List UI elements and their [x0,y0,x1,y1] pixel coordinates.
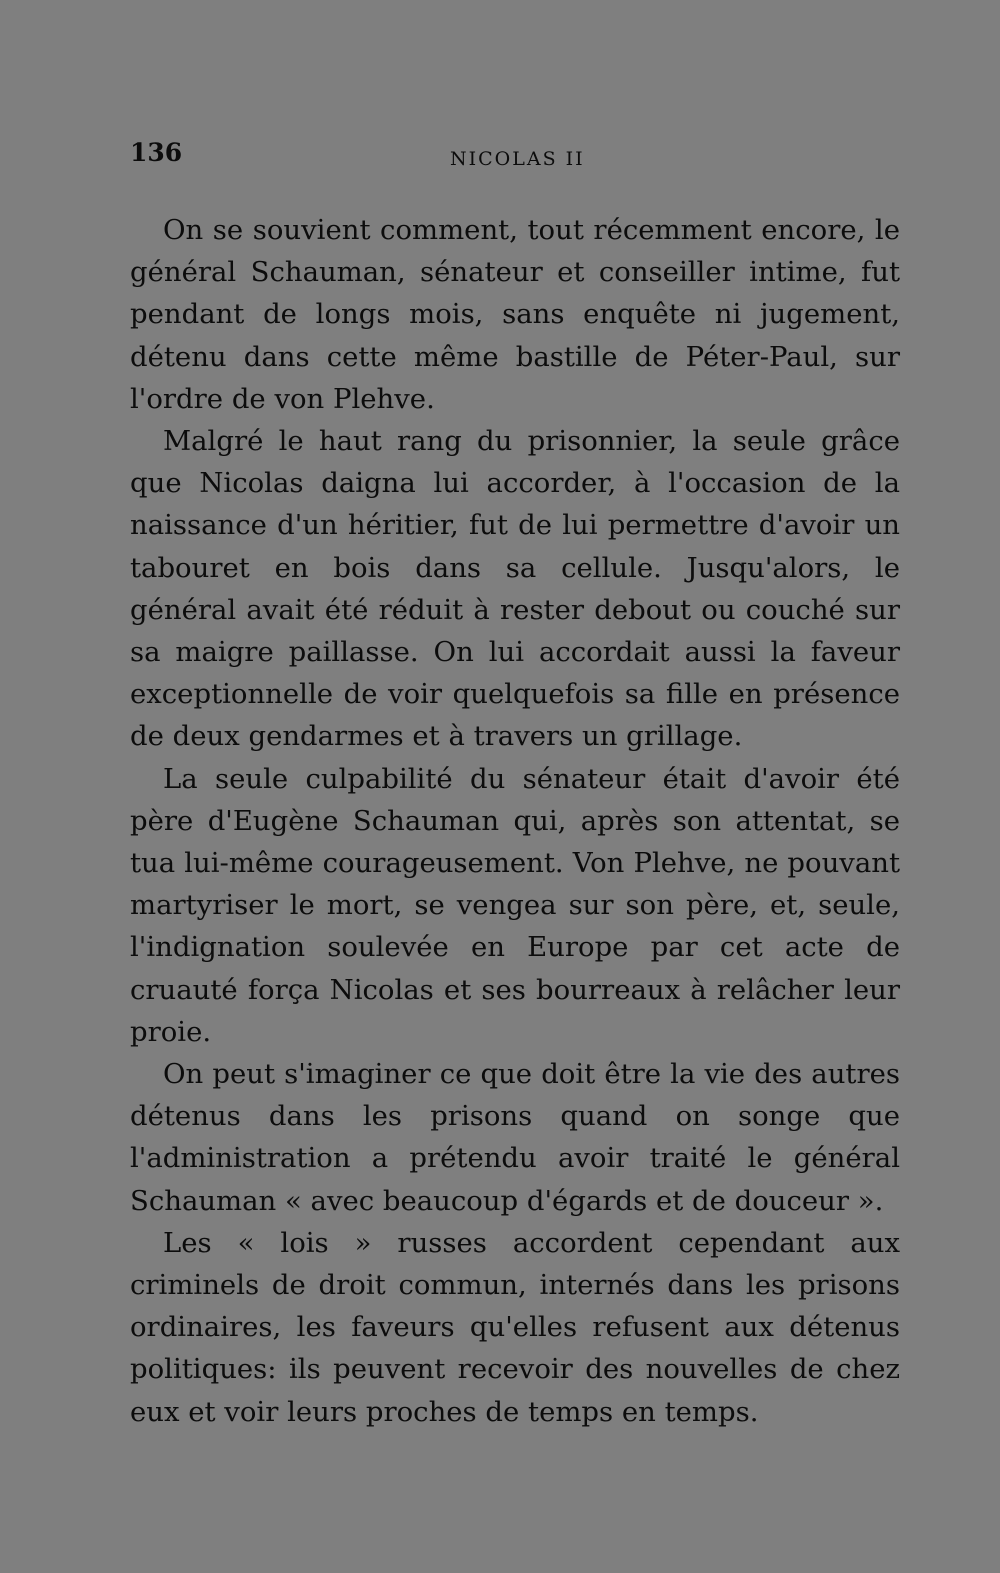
paragraph-4: On peut s'imaginer ce que doit être la vie des autres détenus dans les prisons quand on songe que l'administration a prétendu avoir traité le général Schauman « avec beaucoup d'égards et de douceur ». [130,1058,900,1217]
paragraph-5: Les « lois » russes accordent cependant aux criminels de droit commun, internés dans les prisons ordinaires, les faveurs qu'elles refusent aux détenus politiques: ils peuvent recevoir des nouvelles de chez eux et voir leurs proches de temps en temps. [130,1226,900,1428]
body-text [130,209,900,1433]
paragraph-3: La seule culpabilité du sénateur était d'avoir été père d'Eugène Schauman qui, après son attentat, se tua lui-même courageusement. Von Plehve, ne pouvant martyriser le mort, se vengea sur son père, et, seule, l'indignation soulevée en Europe par cet acte de cruauté força Nicolas et ses bourreaux à relâcher leur proie. [130,762,900,1048]
running-title: NICOLAS II [450,148,585,170]
page-number: 136 [130,138,183,167]
running-head [130,138,900,178]
paragraph-2: Malgré le haut rang du prisonnier, la seule grâce que Nicolas daigna lui accorder, à l'occasion de la naissance d'un héritier, fut de lui permettre d'avoir un tabouret en bois dans sa cellule. Jusqu'alors, le général avait été réduit à rester debout ou couché sur sa maigre paillasse. On lui accordait aussi la faveur exceptionnelle de voir quelquefois sa fille en présence de deux gendarmes et à travers un grillage. [130,425,900,753]
paragraph-1: On se souvient comment, tout récemment encore, le général Schauman, sénateur et conseiller intime, fut pendant de longs mois, sans enquête ni jugement, détenu dans cette même bastille de Péter-Paul, sur l'ordre de von Plehve. [130,214,900,415]
